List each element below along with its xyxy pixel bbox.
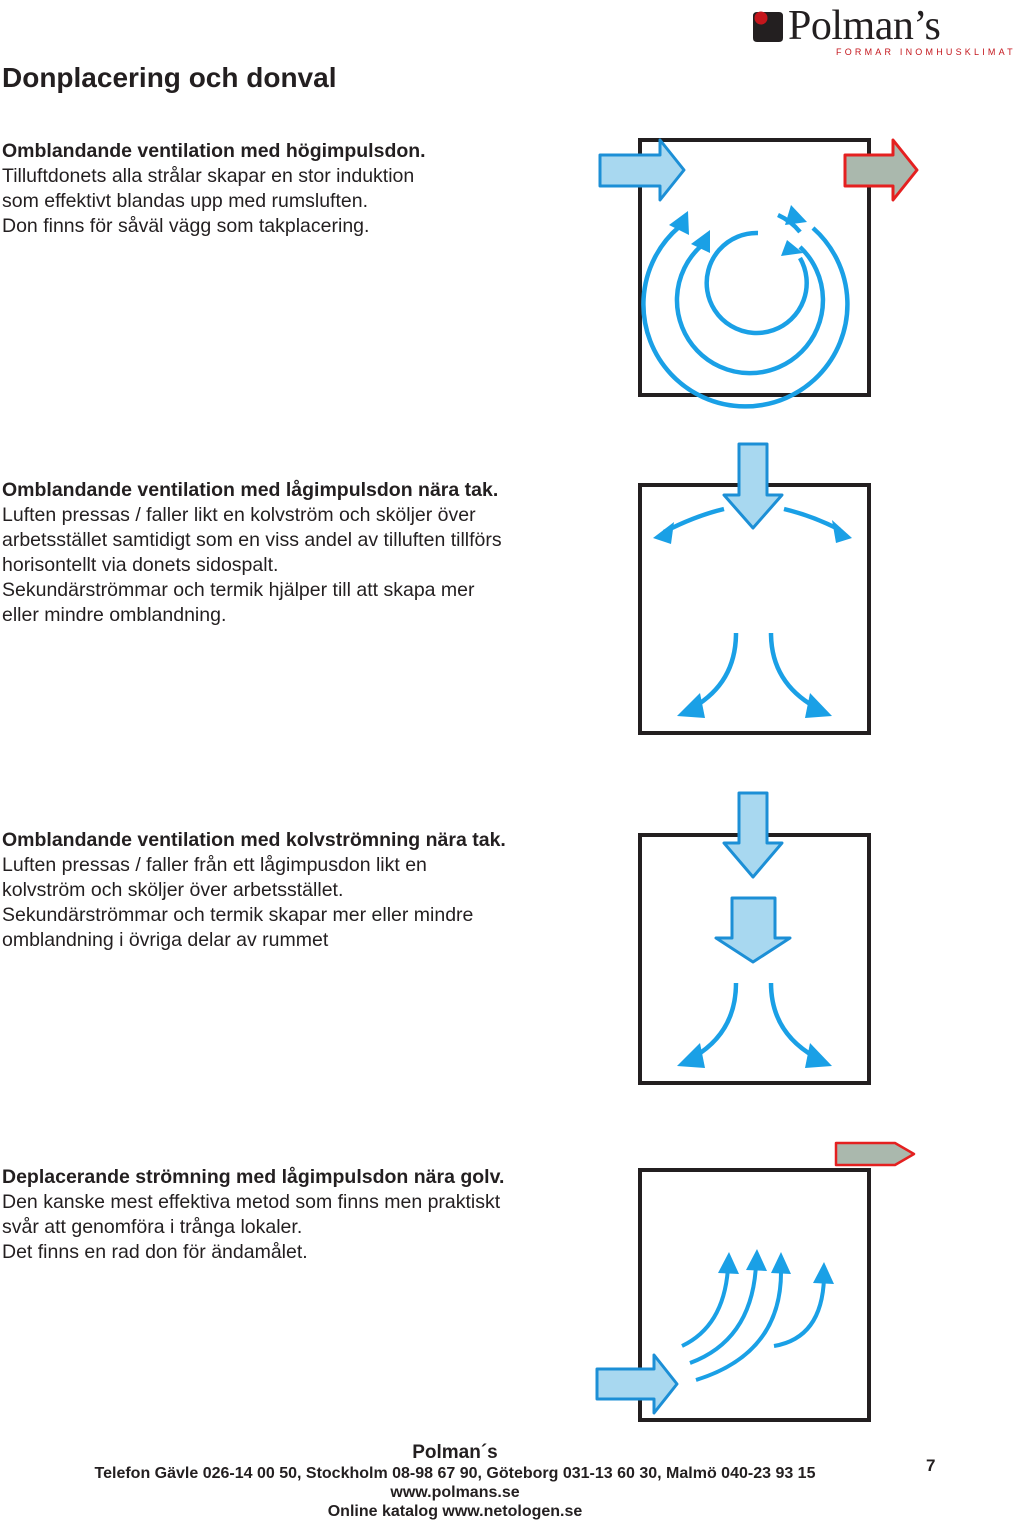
piston-flow-ceiling-diagram xyxy=(590,788,960,1090)
polmans-logo-mark-icon xyxy=(751,10,785,44)
brand-tagline: FORMAR INOMHUSKLIMAT xyxy=(836,47,1016,57)
circulation-flow-icon xyxy=(643,205,847,406)
section-heading: Omblandande ventilation med kolvströmning nära tak. xyxy=(2,829,506,851)
displacement-floor-diagram xyxy=(590,1138,960,1428)
page-footer xyxy=(0,1442,910,1521)
rising-flow-icon xyxy=(682,1249,834,1380)
brand-name: Polman’s xyxy=(788,3,941,49)
section-heading: Deplacerande strömning med lågimpulsdon nära golv. xyxy=(2,1166,505,1188)
downward-flow-icon xyxy=(677,633,832,718)
section-high-impulse xyxy=(2,139,602,239)
exhaust-air-arrow-icon xyxy=(845,140,917,200)
section-body: Luften pressas / faller likt en kolvström och sköljer över arbetsstället samtidigt som en viss andel av tilluften tillförs horisontellt via donets sidospalt. Sekundärströmmar och termik hjälper till att skapa mer eller mindre omblandning. xyxy=(2,504,502,626)
section-piston-flow-ceiling xyxy=(2,828,602,953)
piston-flow-arrow-icon xyxy=(716,898,790,962)
footer-company: Polman´s xyxy=(412,1442,498,1463)
low-impulse-ceiling-diagram xyxy=(590,440,960,740)
exhaust-air-arrow-icon xyxy=(836,1143,914,1165)
section-low-impulse-ceiling xyxy=(2,478,602,628)
footer-website-link[interactable]: www.polmans.se xyxy=(390,1484,520,1501)
downward-flow-icon xyxy=(677,983,832,1068)
footer-phones: Telefon Gävle 026-14 00 50, Stockholm 08-98 67 90, Göteborg 031-13 60 30, Malmö 040-23 93 15 xyxy=(94,1465,816,1482)
brand-logo xyxy=(750,3,1016,57)
page-title: Donplacering och donval xyxy=(2,62,337,93)
footer-catalog-link[interactable]: Online katalog www.netologen.se xyxy=(327,1503,583,1520)
section-body: Tilluftdonets alla strålar skapar en stor induktion som effektivt blandas upp med rumsluften. Don finns för såväl vägg som takplacering. xyxy=(2,165,415,237)
section-heading: Omblandande ventilation med lågimpulsdon nära tak. xyxy=(2,479,499,501)
high-impulse-mixing-diagram xyxy=(590,130,960,405)
section-body: Den kanske mest effektiva metod som finns men praktiskt svår att genomföra i trånga lokaler. Det finns en rad don för ändamålet. xyxy=(2,1191,501,1263)
section-body: Luften pressas / faller från ett lågimpusdon likt en kolvström och sköljer över arbetsstället. Sekundärströmmar och termik skapar mer eller mindre omblandning i övriga delar av rummet xyxy=(2,854,474,951)
section-displacement-floor xyxy=(2,1165,602,1265)
supply-air-arrow-icon xyxy=(597,1355,677,1413)
page-number: 7 xyxy=(926,1456,936,1475)
section-heading: Omblandande ventilation med högimpulsdon. xyxy=(2,140,426,162)
